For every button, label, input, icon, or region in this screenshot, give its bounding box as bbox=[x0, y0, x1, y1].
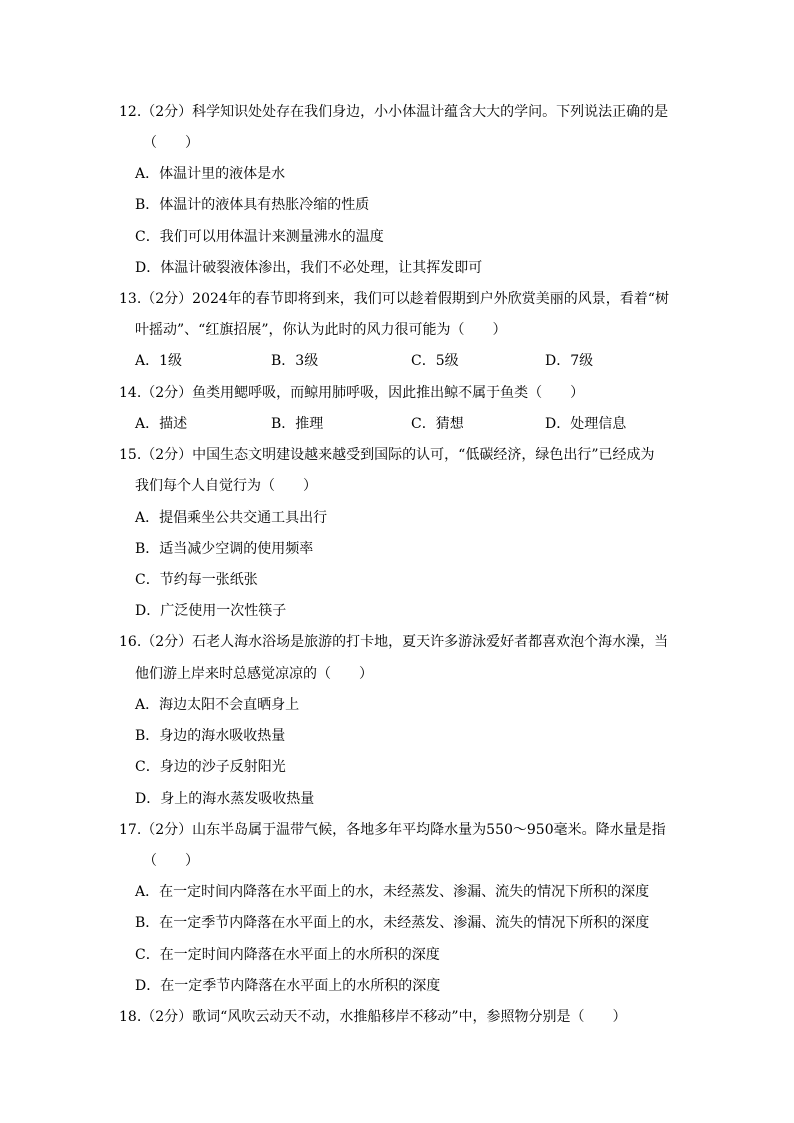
question-14-stem-line-1: 14.（2分）鱼类用鳃呼吸，而鲸用肺呼吸，因此推出鲸不属于鱼类（ ） bbox=[119, 385, 585, 401]
question-14-options-row bbox=[135, 414, 675, 434]
question-16-option-c[interactable]: C．身边的沙子反射阳光 bbox=[135, 759, 286, 775]
question-13-stem-line-1: 13.（2分）2024年的春节即将到来，我们可以趁着假期到户外欣赏美丽的风景，看着“树 bbox=[119, 291, 669, 307]
question-16-option-a[interactable]: A．海边太阳不会直晒身上 bbox=[135, 697, 300, 713]
question-16-stem-line-1: 16.（2分）石老人海水浴场是旅游的打卡地，夏天许多游泳爱好者都喜欢泡个海水澡，当 bbox=[119, 634, 669, 650]
question-13-stem-line-2: 叶摇动”、“红旗招展”，你认为此时的风力很可能为（ ） bbox=[135, 322, 507, 338]
question-12-stem-line-2: （ ） bbox=[143, 135, 199, 151]
question-15-stem-line-2: 我们每个人自觉行为（ ） bbox=[135, 478, 317, 494]
question-17-option-a[interactable]: A．在一定时间内降落在水平面上的水，未经蒸发、渗漏、流失的情况下所积的深度 bbox=[135, 884, 650, 900]
question-18-stem-line-1: 18.（2分）歌词“风吹云动天不动，水推船移岸不移动”中，参照物分别是（ ） bbox=[119, 1009, 627, 1025]
question-16-option-d[interactable]: D．身上的海水蒸发吸收热量 bbox=[135, 791, 315, 807]
question-15-option-a[interactable]: A．提倡乘坐公共交通工具出行 bbox=[135, 510, 328, 526]
question-14-option-b[interactable]: B．推理 bbox=[271, 416, 324, 432]
question-17-stem-line-1: 17.（2分）山东半岛属于温带气候，各地多年平均降水量为550～950毫米。降水量是指 bbox=[119, 822, 666, 838]
question-16-stem-line-2: 他们游上岸来时总感觉凉凉的（ ） bbox=[135, 666, 373, 682]
question-17-option-b[interactable]: B．在一定季节内降落在水平面上的水，未经蒸发、渗漏、流失的情况下所积的深度 bbox=[135, 915, 650, 931]
question-12-option-c[interactable]: C．我们可以用体温计来测量沸水的温度 bbox=[135, 229, 384, 245]
question-17-option-d[interactable]: D．在一定季节内降落在水平面上的水所积的深度 bbox=[135, 978, 441, 994]
question-14-option-d[interactable]: D．处理信息 bbox=[545, 416, 627, 432]
question-15-option-b[interactable]: B．适当减少空调的使用频率 bbox=[135, 541, 314, 557]
question-12-option-a[interactable]: A．体温计里的液体是水 bbox=[135, 166, 286, 182]
question-13-option-d[interactable]: D．7级 bbox=[545, 353, 594, 369]
question-13-options-row bbox=[135, 351, 675, 371]
question-12-option-d[interactable]: D．体温计破裂液体渗出，我们不必处理，让其挥发即可 bbox=[135, 260, 483, 276]
question-12-stem-line-1: 12.（2分）科学知识处处存在我们身边，小小体温计蕴含大大的学问。下列说法正确的是 bbox=[119, 104, 669, 120]
question-16-option-b[interactable]: B．身边的海水吸收热量 bbox=[135, 728, 286, 744]
question-15-stem-line-1: 15.（2分）中国生态文明建设越来越受到国际的认可，“低碳经济，绿色出行”已经成为 bbox=[119, 447, 655, 463]
question-12-option-b[interactable]: B．体温计的液体具有热胀冷缩的性质 bbox=[135, 197, 370, 213]
question-15-option-c[interactable]: C．节约每一张纸张 bbox=[135, 572, 258, 588]
question-13-option-b[interactable]: B．3级 bbox=[271, 353, 319, 369]
question-13-option-c[interactable]: C．5级 bbox=[411, 353, 459, 369]
question-15-option-d[interactable]: D．广泛使用一次性筷子 bbox=[135, 603, 287, 619]
question-17-stem-line-2: （ ） bbox=[143, 853, 199, 869]
question-14-option-a[interactable]: A．描述 bbox=[135, 416, 188, 432]
question-17-option-c[interactable]: C．在一定时间内降落在水平面上的水所积的深度 bbox=[135, 947, 440, 963]
question-14-option-c[interactable]: C．猜想 bbox=[411, 416, 464, 432]
question-13-option-a[interactable]: A．1级 bbox=[135, 353, 183, 369]
